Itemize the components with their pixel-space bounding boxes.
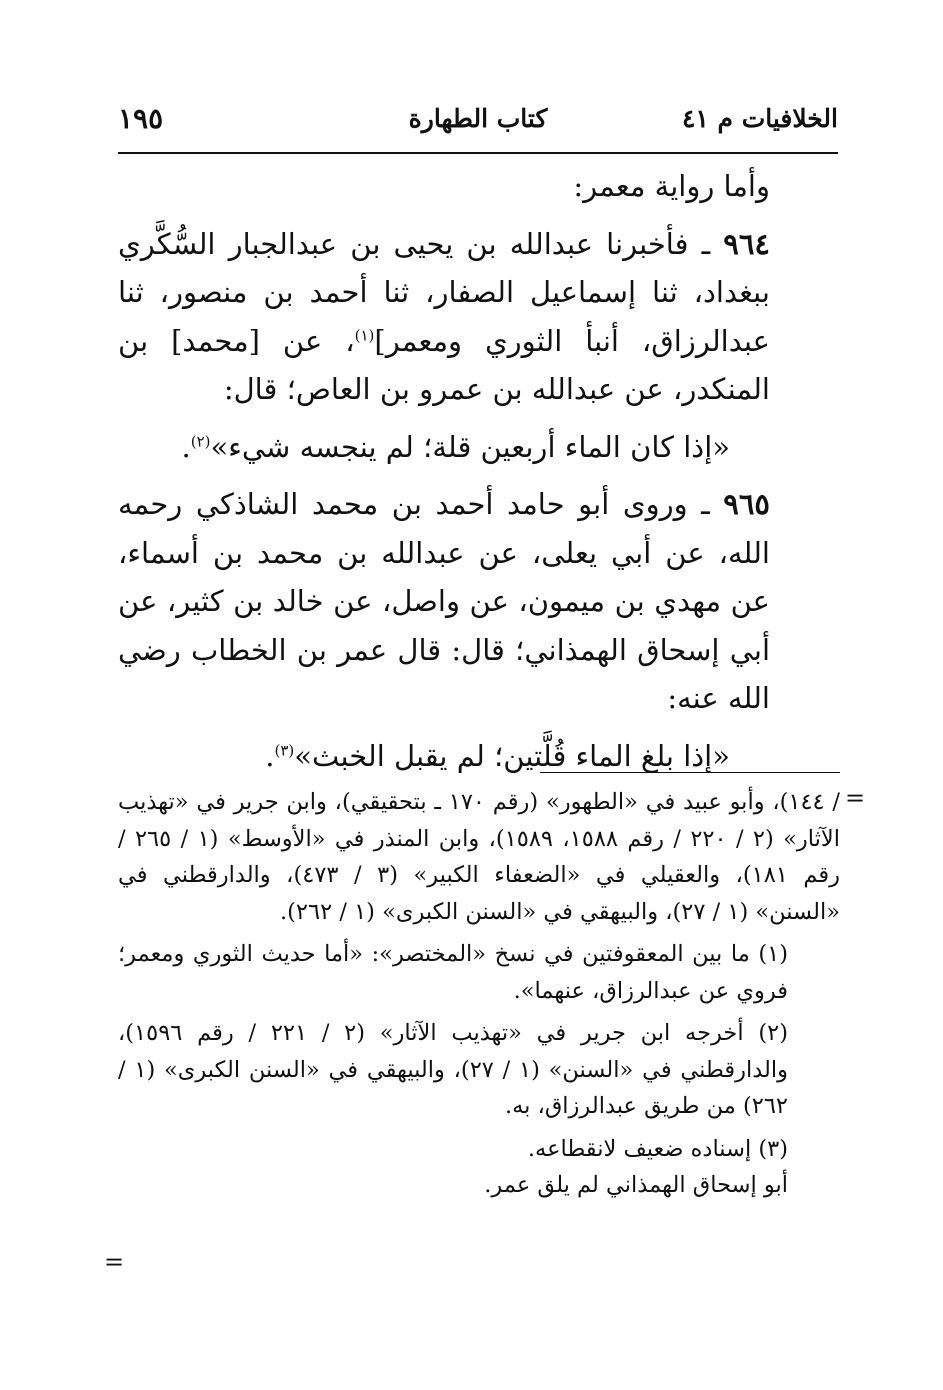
quote-1: «إذا كان الماء أربعين قلة؛ لم ينجسه شيء»$^{(٢)}$. (181, 429, 730, 464)
quote-2: «إذا بلغ الماء قُلَّتين؛ لم يقبل الخبث»$^{(٣)}$. (265, 738, 730, 773)
quote-text: «إذا كان الماء أربعين قلة؛ لم ينجسه شيء» (210, 429, 730, 464)
footnotes (118, 784, 840, 1204)
book-title: الخلافيات م ٤١ (681, 104, 838, 133)
footnote-ref: (١) (354, 325, 375, 344)
hadith-text-rest: ، عن [محمد] بن المنكدر، عن عبدالله بن عمرو بن العاص؛ قال: (118, 323, 770, 406)
footnote-1: (١) ما بين المعقوفتين في نسخ «المختصر»: «أما حديث الثوري ومعمر؛ فروي عن عبدالرزاق، عنهما». (118, 941, 788, 1004)
footnote-ref: (٣) (274, 740, 295, 759)
hadith-number: ٩٦٤ (723, 226, 770, 261)
chapter-title: كتاب الطهارة (408, 104, 548, 133)
hadith-text: ـ فأخبرنا عبدالله بن يحيى بن عبدالجبار السُّكَّري ببغداد، ثنا إسماعيل الصفار، ثنا أحمد بن منصور، ثنا عبدالرزاق، أنبأ الثوري ومعمر] (118, 226, 770, 358)
main-text (118, 162, 840, 780)
continuation-marker: = (845, 784, 866, 812)
footnote-continuation: / ١٤٤)، وأبو عبيد في «الطهور» (رقم ١٧٠ ـ بتحقيقي)، وابن جرير في «تهذيب الآثار» (٢ / ٢٢٠ / رقم ١٥٨٨، ١٥٨٩)، وابن المنذر في «الأوسط» (١ / ٢٦٥ / رقم ١٨١)، والعقيلي في «الضعفاء الكبير» (٣ / ٤٧٣)، والدارقطني في «السنن» (١ / ٢٧)، والبيهقي في «السنن الكبرى» (١ / ٢٦٢). (118, 789, 841, 925)
running-header (118, 100, 838, 144)
footnote-rule (540, 772, 840, 773)
footnote-2: (٢) أخرجه ابن جرير في «تهذيب الآثار» (٢ / ٢٢١ / رقم ١٥٩٦)، والدارقطني في «السنن» (١ / ٢٧)، والبيهقي في «السنن الكبرى» (١ / ٢٦٢) من طريق عبدالرزاق، به. (118, 1020, 789, 1119)
hadith-964 (118, 220, 840, 414)
page-number: ١٩٥ (118, 102, 164, 135)
intro-line: وأما رواية معمر: (573, 169, 770, 203)
hadith-text: ـ وروى أبو حامد أحمد بن محمد الشاذكي رحمه الله، عن أبي يعلى، عن عبدالله بن محمد بن أسماء، عن مهدي بن ميمون، عن واصل، عن خالد بن كثير، عن أبي إسحاق الهمذاني؛ قال: قال عمر بن الخطاب رضي الله عنه: (118, 487, 770, 715)
hadith-965 (118, 480, 840, 723)
footnote-3: (٣) إسناده ضعيف لانقطاعه. (527, 1135, 788, 1162)
header-rule (118, 152, 838, 154)
footnote-ref: (٢) (190, 431, 211, 450)
continues-marker: = (104, 1248, 125, 1276)
hadith-number: ٩٦٥ (723, 487, 770, 521)
quote-text: «إذا بلغ الماء قُلَّتين؛ لم يقبل الخبث» (294, 738, 730, 773)
footnote-3-detail: أبو إسحاق الهمذاني لم يلق عمر. (484, 1172, 788, 1198)
